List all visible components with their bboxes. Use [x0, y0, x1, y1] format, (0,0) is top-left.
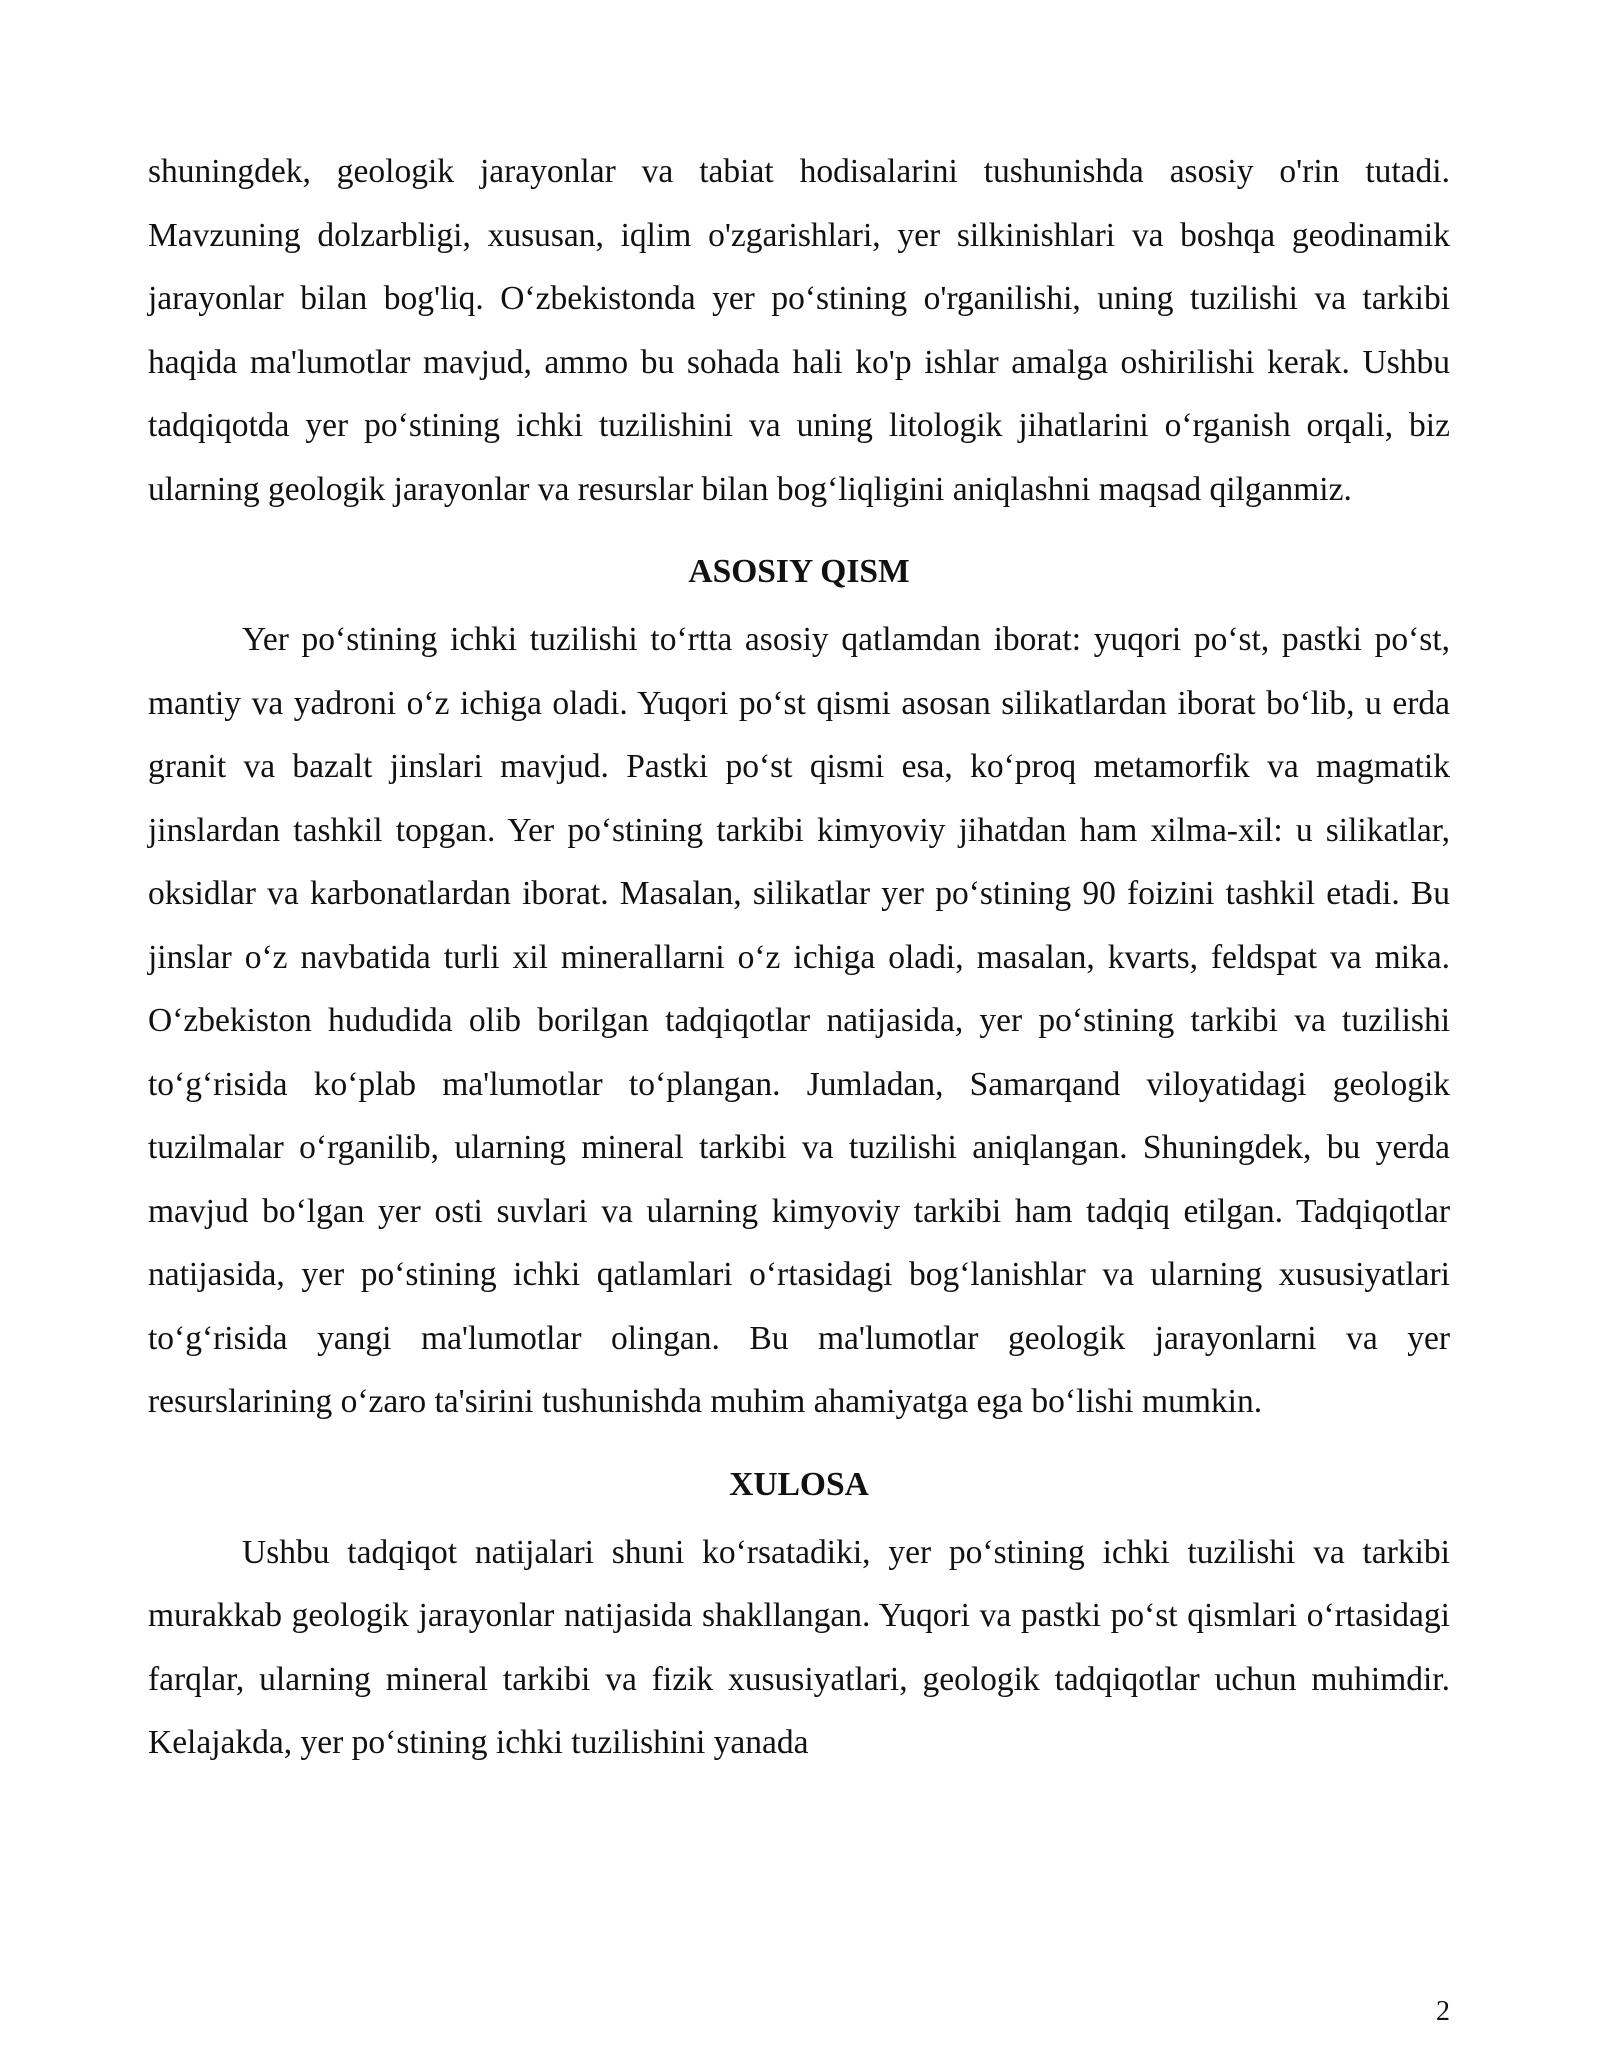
conclusion-paragraph: Ushbu tadqiqot natijalari shuni ko‘rsatadiki, yer po‘stining ichki tuzilishi va tarkibi murakkab geologik jarayonlar natijasida shakllangan. Yuqori va pastki po‘st qismlari o‘rtasidagi farqlar, ularning mineral tarkibi va fizik xususiyatlari, geologik tadqiqotlar uchun muhimdir. Kelajakda, yer po‘stining ichki tuzilishini yanada: [148, 1533, 1450, 1761]
intro-continuation-paragraph: shuningdek, geologik jarayonlar va tabiat hodisalarini tushunishda asosiy o'rin tutadi. Mavzuning dolzarbligi, xususan, iqlim o'zgarishlari, yer silkinishlari va boshqa geodinamik jarayonlar bilan bog'liq. O‘zbekistonda yer po‘stining o'rganilishi, uning tuzilishi va tarkibi haqida ma'lumotlar mavjud, ammo bu sohada hali ko'p ishlar amalga oshirilishi kerak. Ushbu tadqiqotda yer po‘stining ichki tuzilishini va uning litologik jihatlarini o‘rganish orqali, biz ularning geologik jarayonlar va resurslar bilan bog‘liqligini aniqlashni maqsad qilganmiz.: [148, 153, 1450, 508]
main-body-paragraph: Yer po‘stining ichki tuzilishi to‘rtta asosiy qatlamdan iborat: yuqori po‘st, pastki po‘st, mantiy va yadroni o‘z ichiga oladi. Yuqori po‘st qismi asosan silikatlardan iborat bo‘lib, u erda granit va bazalt jinslari mavjud. Pastki po‘st qismi esa, ko‘proq metamorfik va magmatik jinslardan tashkil topgan. Yer po‘stining tarkibi kimyoviy jihatdan ham xilma-xil: u silikatlar, oksidlar va karbonatlardan iborat. Masalan, silikatlar yer po‘stining 90 foizini tashkil etadi. Bu jinslar o‘z navbatida turli xil minerallarni o‘z ichiga oladi, masalan, kvarts, feldspat va mika. O‘zbekiston hududida olib borilgan tadqiqotlar natijasida, yer po‘stining tarkibi va tuzilishi to‘g‘risida ko‘plab ma'lumotlar to‘plangan. Jumladan, Samarqand viloyatidagi geologik tuzilmalar o‘rganilib, ularning mineral tarkibi va tuzilishi aniqlangan. Shuningdek, bu yerda mavjud bo‘lgan yer osti suvlari va ularning kimyoviy tarkibi ham tadqiq etilgan. Tadqiqotlar natijasida, yer po‘stining ichki qatlamlari o‘rtasidagi bog‘lanishlar va ularning xususiyatlari to‘g‘risida yangi ma'lumotlar olingan. Bu ma'lumotlar geologik jarayonlarni va yer resurslarining o‘zaro ta'sirini tushunishda muhim ahamiyatga ega bo‘lishi mumkin.: [148, 621, 1450, 1420]
page-content: [148, 140, 1450, 1775]
page-number: 2: [1436, 1996, 1450, 2027]
section-heading-conclusion: XULOSA: [729, 1465, 869, 1503]
section-heading-main: ASOSIY QISM: [688, 553, 910, 590]
